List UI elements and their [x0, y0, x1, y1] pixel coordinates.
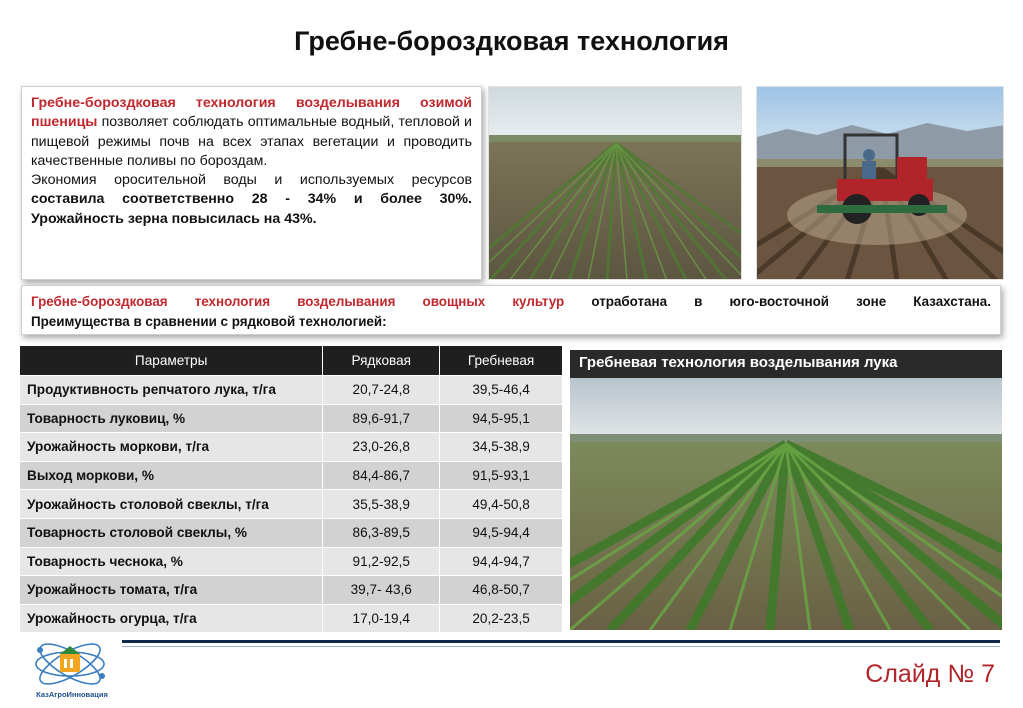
wheat-field-photo [488, 86, 742, 280]
wheat-text-2: Экономия оросительной воды и используемых ресурсов [31, 172, 472, 189]
header-parameters: Параметры [20, 346, 323, 376]
ridge-tech-value: 94,4-94,7 [440, 547, 563, 576]
slide-number: Слайд № 7 [865, 660, 995, 688]
kazagroinnovation-logo [20, 632, 120, 704]
row-tech-value: 35,5-38,9 [323, 490, 440, 519]
ridge-tech-value: 46,8-50,7 [440, 576, 563, 605]
param-cell: Выход моркови, % [20, 461, 323, 490]
ridge-tech-value: 34,5-38,9 [440, 433, 563, 462]
row-tech-value: 23,0-26,8 [323, 433, 440, 462]
vegetable-text-2: Преимущества в сравнении с рядковой технологией: [31, 314, 387, 329]
param-cell: Товарность чеснока, % [20, 547, 323, 576]
footer-divider [122, 640, 1000, 643]
table-row [20, 433, 563, 462]
tractor-field-photo [756, 86, 1004, 280]
page-title: Гребне-бороздковая технология [294, 26, 729, 56]
row-tech-value: 17,0-19,4 [323, 604, 440, 633]
table-row [20, 547, 563, 576]
param-cell: Урожайность моркови, т/га [20, 433, 323, 462]
wheat-technology-textbox [21, 86, 482, 280]
table-row [20, 461, 563, 490]
row-tech-value: 86,3-89,5 [323, 518, 440, 547]
wheat-text-1: позволяет соблюдать оптимальные водный, тепловой и пищевой режимы почв на всех этапах вегетации и проводить качественные поливы по бороздам. [31, 114, 472, 169]
table-row [20, 404, 563, 433]
onion-panel [570, 350, 1002, 630]
wheat-text-2-bold: составила соответственно 28 - 34% и более 30%. Урожайность зерна повысилась на 43%. [31, 191, 472, 227]
table-header-row [20, 346, 563, 376]
header-row-tech: Рядковая [323, 346, 440, 376]
logo-text: КазАгроИнновация [36, 690, 108, 699]
header-ridge-tech: Гребневая [440, 346, 563, 376]
param-cell: Продуктивность репчатого лука, т/га [20, 376, 323, 405]
onion-caption: Гребневая технология возделывания лука [570, 350, 1002, 378]
table-row [20, 576, 563, 605]
row-tech-value: 91,2-92,5 [323, 547, 440, 576]
table-row [20, 490, 563, 519]
ridge-tech-value: 94,5-95,1 [440, 404, 563, 433]
table-row [20, 518, 563, 547]
ridge-tech-value: 49,4-50,8 [440, 490, 563, 519]
param-cell: Урожайность столовой свеклы, т/га [20, 490, 323, 519]
ridge-tech-value: 20,2-23,5 [440, 604, 563, 633]
param-cell: Урожайность огурца, т/га [20, 604, 323, 633]
ridge-tech-value: 39,5-46,4 [440, 376, 563, 405]
wheat-lead-text: Гребне-бороздковая технология возделывания озимой пшеницы [31, 95, 472, 131]
vegetable-text-1: отработана в юго-восточной зоне Казахстана. [564, 294, 991, 309]
row-tech-value: 89,6-91,7 [323, 404, 440, 433]
comparison-table [19, 345, 563, 633]
row-tech-value: 20,7-24,8 [323, 376, 440, 405]
vegetable-technology-textbox [21, 285, 1001, 335]
onion-field-photo [570, 378, 1002, 630]
footer-divider-thin [122, 646, 1000, 647]
ridge-tech-value: 94,5-94,4 [440, 518, 563, 547]
param-cell: Урожайность томата, т/га [20, 576, 323, 605]
row-tech-value: 84,4-86,7 [323, 461, 440, 490]
param-cell: Товарность столовой свеклы, % [20, 518, 323, 547]
ridge-tech-value: 91,5-93,1 [440, 461, 563, 490]
table-row [20, 376, 563, 405]
table-row [20, 604, 563, 633]
param-cell: Товарность луковиц, % [20, 404, 323, 433]
row-tech-value: 39,7- 43,6 [323, 576, 440, 605]
vegetable-lead-text: Гребне-бороздковая технология возделывания овощных культур [31, 294, 565, 309]
